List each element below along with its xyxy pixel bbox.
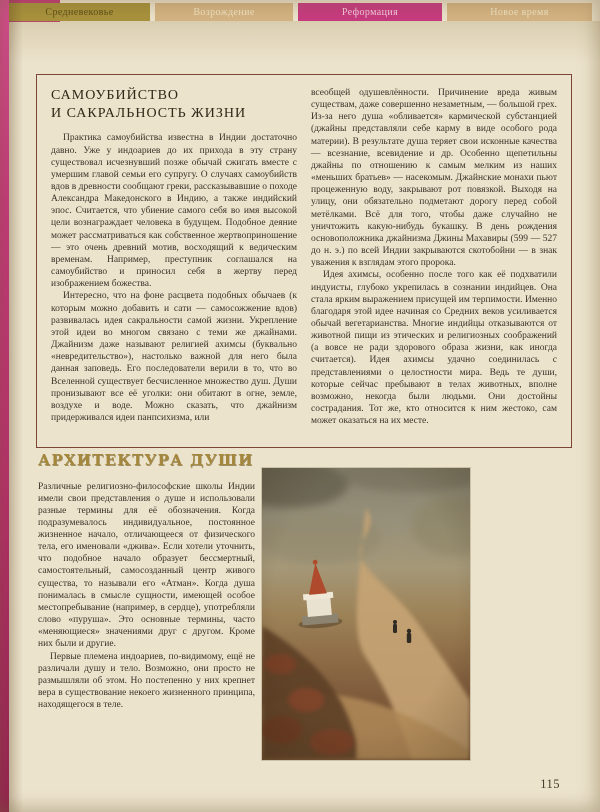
paragraph: Практика самоубийства известна в Индии достаточно давно. Уже у индоариев до их прихода в эту страну существовал исчезнувший позже обычай сжигать вместе с умершим главой семьи его супругу. О случаях самоубийств вдов в древности сообщают греки, рассказывавшие о походе Александра Македонского в Индию, а также индийский эпос. Считается, что убиение самого себя во имя высокой цели вознаграждает человека в будущем. Подобное деяние может рассматриваться как собственное жертвоприношение — это очень древний мотив, восходящий к ведическим временам. Например, преступник соглашался на самоубийство и приносил себя в жертву перед изображением божества. (51, 133, 297, 290)
stupa-photograph (262, 468, 470, 760)
photo-vignette (262, 468, 470, 760)
tab-novoe-vremya: Новое время (447, 3, 592, 21)
article-title (51, 87, 297, 123)
paragraph: Идея ахимсы, особенно после того как её подхватили индуисты, глубоко укрепилась в сознании индийцев. Она стала ярким выражением присущей им терпимости. Именно благодаря этой идее начиная со Средних веков усиливается обычай вегетарианства. Многие индийцы отказываются от животной пищи из этических и религиозных соображений (а вовсе не ради здорового образа жизни, как иногда считается). Идея ахимсы удачно соединилась с представлениями о целостности мира. Ведь те души, которые сейчас пребывают в телах животных, вполне возможно, некогда были людьми. Они достойны сострадания. Тот же, кто относится к ним жестоко, сам может оказаться на их месте. (311, 270, 557, 427)
framed-article-suicide-sacredness (36, 74, 572, 448)
section-text-column (38, 481, 255, 711)
article-title-line1: САМОУБИЙСТВО (51, 88, 180, 103)
scan-top-shadow (0, 21, 600, 63)
article-title-line2: И САКРАЛЬНОСТЬ ЖИЗНИ (51, 106, 247, 122)
paragraph: Различные религиозно-философские школы Индии имели свои представления о душе и использовали разные термины для её обозначения. Когда подразумевалось индивидуальное, постоянное жизненное начало, отличающееся от физического тела, его именовали «джива». Если хотели уточнить, что подобное начало образует бессмертный, самостоятельный, самосозданный центр живого существа, то называли его «Атман». Когда душа понималась в смысле сущности, имеющей особое местопребывание (например, в сердце), употребляли слово «пуруша». Это основные термины, часто «меняющиеся» значениями друг с другом. Кроме них были и другие. (38, 482, 255, 649)
paragraph: всеобщей одушевлённости. Причинение вреда живым существам, даже совершенно незаметным, — большой грех. Из-за него душа «обливается» кармической субстанцией (джайны представляли себе карму в виде особого рода материи). В результате душа теряет свои исконные качества — всезнание, всевидение и др. Особенно щепетильны джайны по отношению к самым мелким из наших «меньших братьев» — насекомым. Джайнские монахи пьют процеженную воду, закрывают рот повязкой. Выходя на улицу, они обязательно подметают дорогу перед собой метёлками. Всё для того, чтобы даже случайно не уничтожить какую-нибудь букашку. В день рождения основоположника джайнизма Джины Махавиры (599 — 527 до н. э.) по всей Индии закрываются скотобойни — в знак уважения к взглядам этого пророка. (311, 88, 557, 269)
tab-vozrozhdenie: Возрождение (155, 3, 293, 21)
book-spine-edge (0, 0, 9, 812)
tab-reformatsiya-active: Реформация (298, 3, 442, 21)
chapter-tabs (9, 3, 592, 21)
tab-srednevekovye: Средневековье (9, 3, 150, 21)
article-right-column (311, 87, 557, 437)
paragraph: Интересно, что на фоне расцвета подобных обычаев (к которым можно добавить и сати — самосожжение вдов) развивалась идея сакральности самой жизни. Укрепление этой идеи во многом связано с теми же джайнами. Джайнизм даже называют религией ахимсы (буквально «невредительство»), настолько важной для него была данная заповедь. Его последователи верили в то, что во Вселенной существует бесчисленное множество душ. Души пронизывают все её уголки: они обитают в огне, земле, воздухе и воде. Можно сказать, что джайнизм придерживался идеи панпсихизма, или (51, 291, 297, 423)
spine-shadow (9, 0, 23, 812)
paragraph: Первые племена индоариев, по-видимому, ещё не различали душу и тело. Возможно, они просто не размышляли об этом. Но постепенно у них крепнет вера в существование некоего жизненного принципа, находящегося в теле. (38, 651, 255, 711)
section-title-architecture-of-soul: АРХИТЕКТУРА ДУШИ (38, 451, 254, 469)
page-number: 115 (540, 777, 560, 791)
article-left-column (51, 87, 297, 437)
